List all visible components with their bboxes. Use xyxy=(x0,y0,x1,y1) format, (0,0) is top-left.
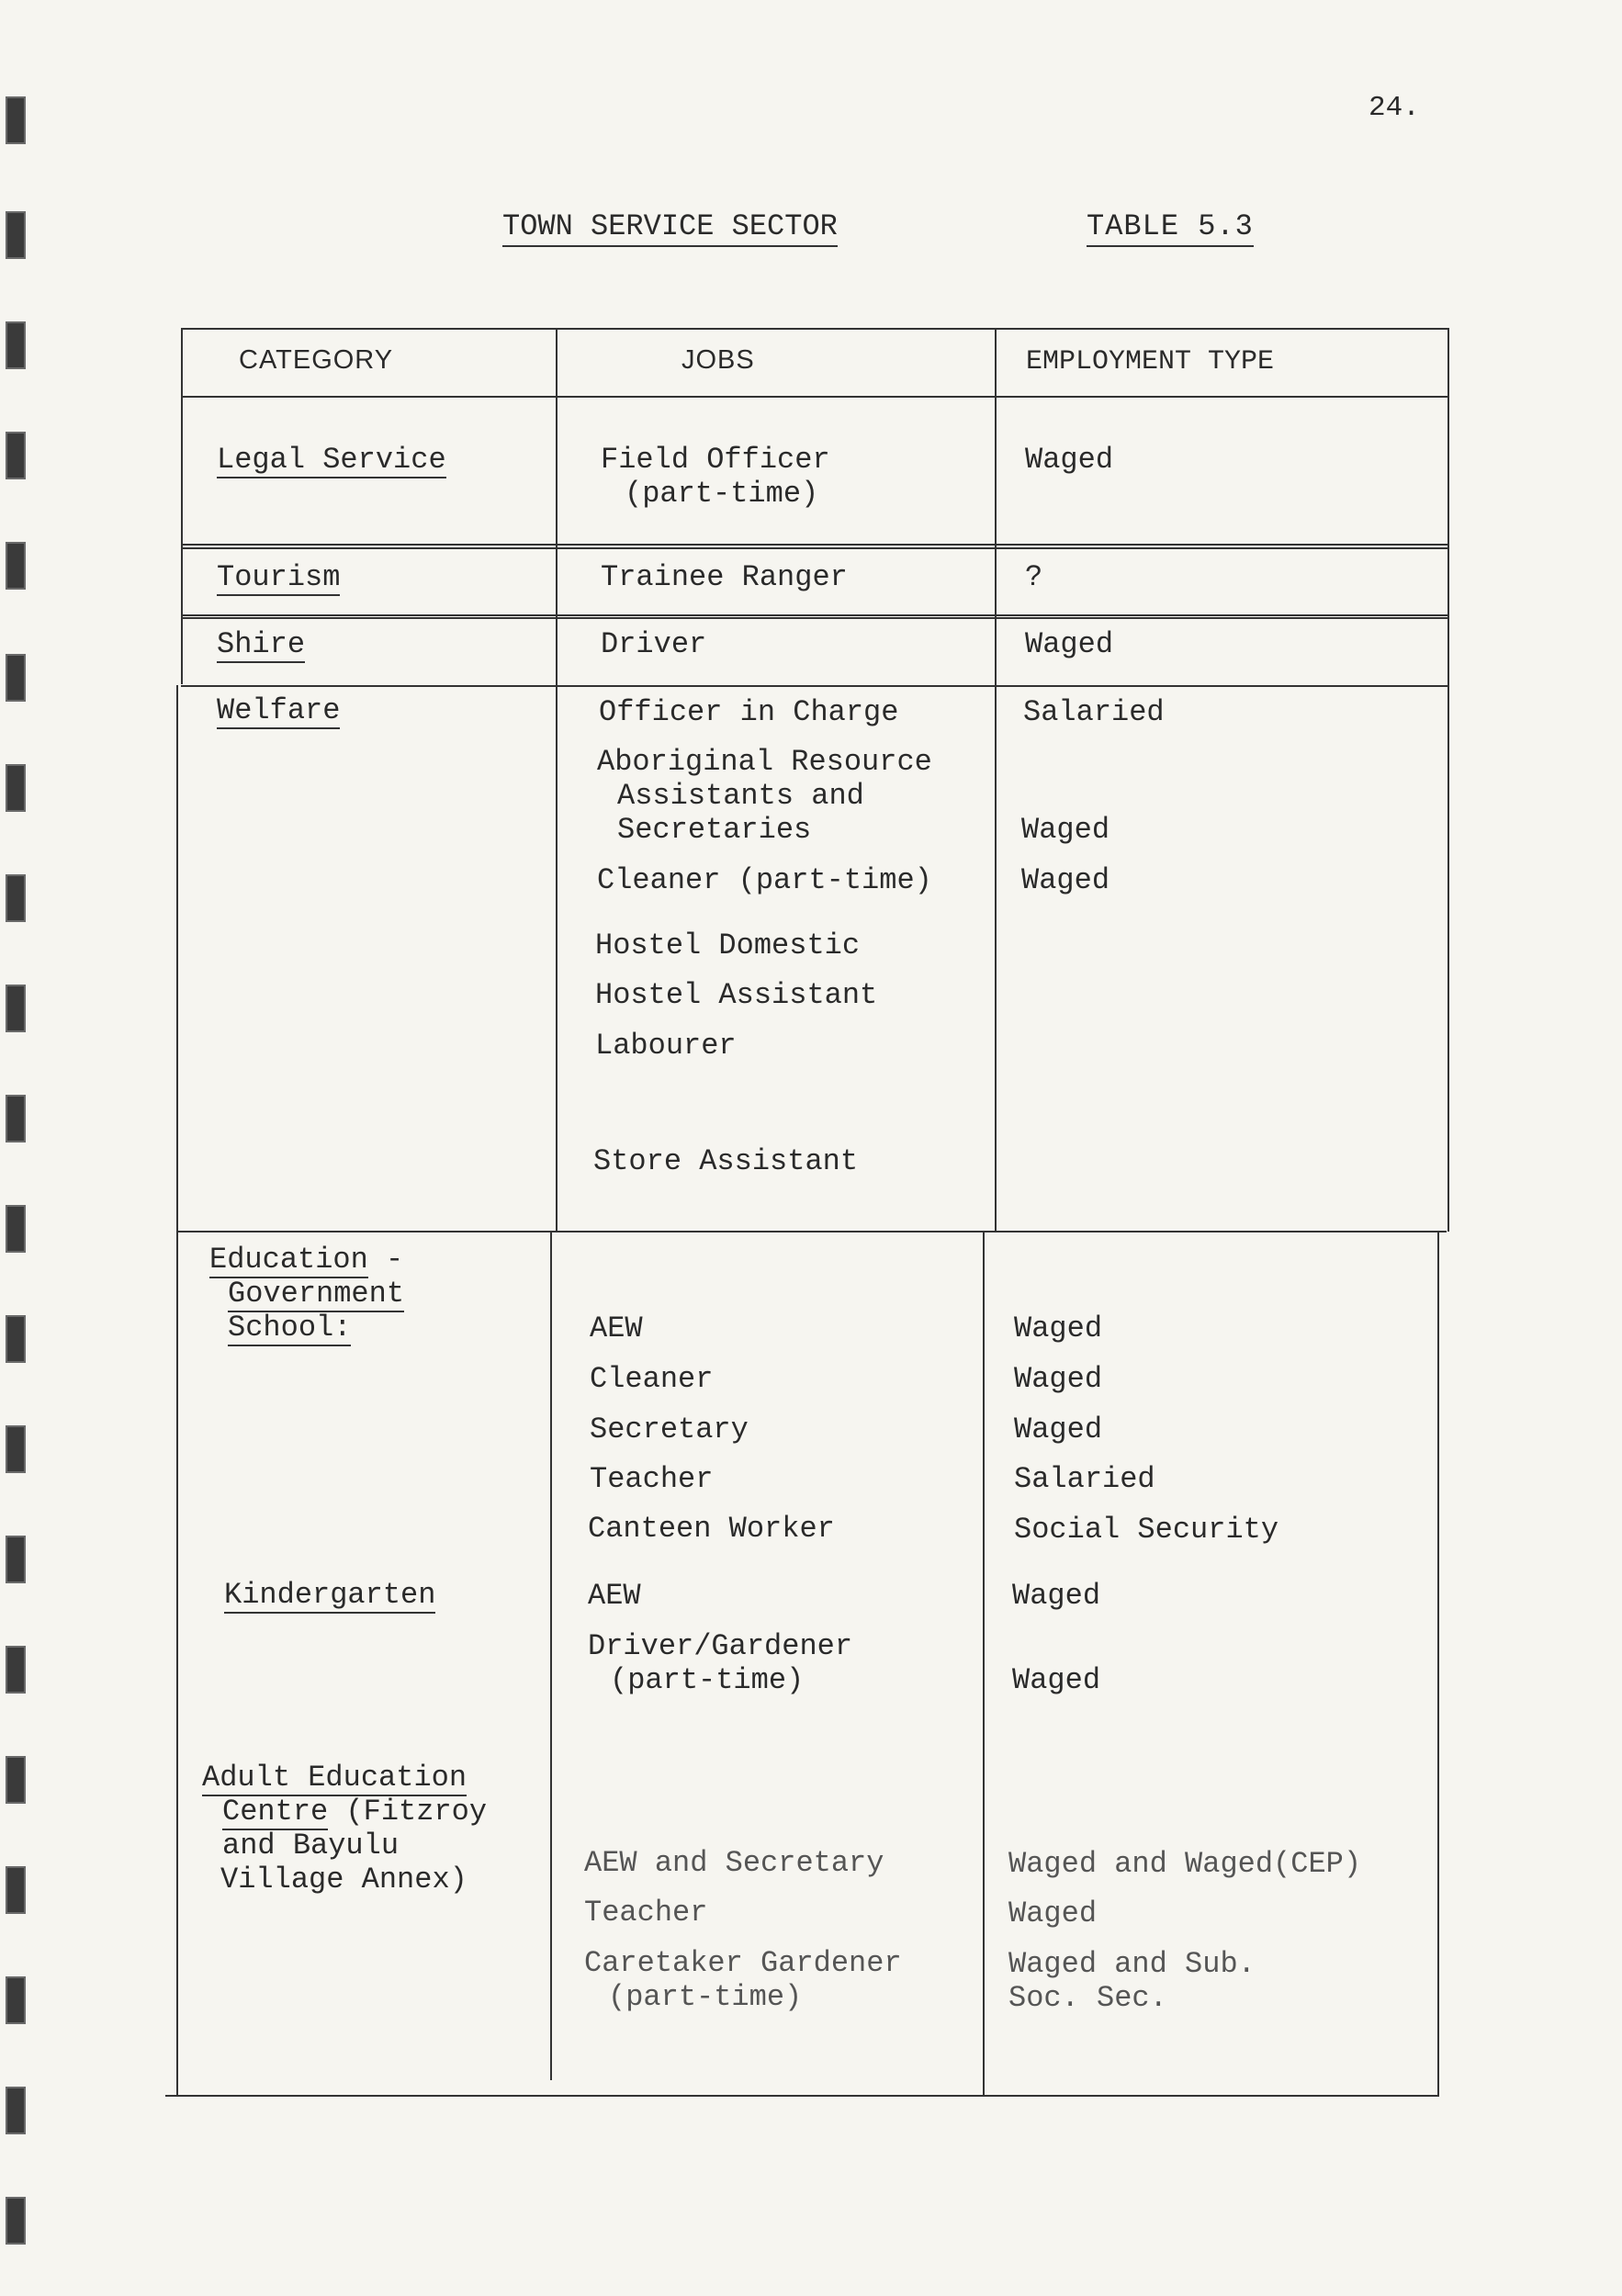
binding-hole xyxy=(6,2197,26,2245)
job-adult-teacher: Teacher xyxy=(584,1896,708,1930)
table-label: TABLE 5.3 xyxy=(1087,209,1254,247)
binding-hole xyxy=(6,1756,26,1804)
row-rule xyxy=(181,617,1448,619)
job-driver-gardener: Driver/Gardener xyxy=(588,1629,853,1663)
category-legal-service: Legal Service xyxy=(217,443,446,477)
category-kindergarten: Kindergarten xyxy=(224,1578,436,1612)
column-divider xyxy=(995,328,997,1232)
binding-hole xyxy=(6,1866,26,1914)
header-jobs: JOBS xyxy=(681,345,755,375)
binding-hole xyxy=(6,1315,26,1363)
job-field-officer-note: (part-time) xyxy=(625,477,819,511)
binding-hole xyxy=(6,1425,26,1473)
header-employment-type: EMPLOYMENT TYPE xyxy=(1026,346,1275,377)
category-adult-education: Adult Education xyxy=(202,1761,467,1795)
job-kindergarten-aew: AEW xyxy=(588,1579,641,1613)
binding-hole xyxy=(6,542,26,590)
job-hostel-assistant: Hostel Assistant xyxy=(595,978,878,1012)
category-education: Education - xyxy=(209,1243,404,1277)
job-canteen-worker: Canteen Worker xyxy=(588,1512,835,1546)
job-teacher: Teacher xyxy=(590,1462,714,1496)
type-kindergarten-aew: Waged xyxy=(1012,1579,1101,1613)
job-driver-gardener-note: (part-time) xyxy=(610,1663,805,1697)
spiral-binding xyxy=(0,0,37,2296)
type-cleaner-part-time: Waged xyxy=(1021,863,1110,897)
column-divider xyxy=(556,328,558,1232)
type-driver: Waged xyxy=(1025,627,1114,661)
job-labourer: Labourer xyxy=(595,1029,737,1063)
type-teacher: Salaried xyxy=(1014,1462,1155,1496)
binding-hole xyxy=(6,1536,26,1583)
binding-hole xyxy=(6,432,26,479)
row-rule xyxy=(181,685,1448,687)
category-welfare: Welfare xyxy=(217,693,341,727)
type-driver-gardener: Waged xyxy=(1012,1663,1101,1697)
row-rule xyxy=(181,614,1448,616)
left-border xyxy=(181,328,183,684)
binding-hole xyxy=(6,211,26,259)
table-bottom-rule xyxy=(165,2095,1439,2097)
binding-hole xyxy=(6,321,26,369)
type-canteen-worker: Social Security xyxy=(1014,1513,1279,1547)
job-aboriginal-resource-cont: Assistants and xyxy=(617,779,864,813)
job-caretaker-gardener: Caretaker Gardener xyxy=(584,1946,902,1980)
job-officer-in-charge: Officer in Charge xyxy=(599,695,899,729)
type-aew-and-secretary: Waged and Waged(CEP) xyxy=(1008,1847,1362,1881)
job-caretaker-gardener-note: (part-time) xyxy=(608,1980,803,2014)
binding-hole xyxy=(6,654,26,702)
job-aew-and-secretary: AEW and Secretary xyxy=(584,1846,884,1880)
page-number: 24. xyxy=(1369,92,1420,124)
category-village-annex: Village Annex) xyxy=(220,1863,467,1896)
category-shire: Shire xyxy=(217,627,306,661)
job-trainee-ranger: Trainee Ranger xyxy=(601,560,848,594)
category-government: Government xyxy=(228,1277,405,1311)
binding-hole xyxy=(6,96,26,144)
job-hostel-domestic: Hostel Domestic xyxy=(595,929,861,962)
binding-hole xyxy=(6,1095,26,1142)
binding-hole xyxy=(6,1205,26,1253)
job-store-assistant: Store Assistant xyxy=(593,1144,859,1178)
header-rule xyxy=(181,396,1448,398)
job-aboriginal-resource: Aboriginal Resource xyxy=(597,745,932,779)
sector-title: TOWN SERVICE SECTOR xyxy=(502,209,838,247)
binding-hole xyxy=(6,985,26,1032)
type-cleaner: Waged xyxy=(1014,1362,1103,1396)
job-field-officer: Field Officer xyxy=(601,443,830,477)
job-aew: AEW xyxy=(590,1311,643,1345)
right-border xyxy=(1437,1231,1439,2095)
binding-hole xyxy=(6,764,26,812)
type-aboriginal-resource: Waged xyxy=(1021,813,1110,847)
job-cleaner-part-time: Cleaner (part-time) xyxy=(597,863,932,897)
job-secretaries: Secretaries xyxy=(617,813,812,847)
category-centre: Centre (Fitzroy xyxy=(222,1795,488,1829)
row-rule xyxy=(181,544,1448,546)
type-field-officer: Waged xyxy=(1025,443,1114,477)
header-category: CATEGORY xyxy=(239,345,394,375)
type-caretaker-gardener: Waged and Sub. xyxy=(1008,1947,1256,1981)
job-cleaner: Cleaner xyxy=(590,1362,714,1396)
binding-hole xyxy=(6,1646,26,1694)
job-secretary: Secretary xyxy=(590,1412,749,1446)
table-top-rule xyxy=(181,328,1448,330)
category-tourism: Tourism xyxy=(217,560,341,594)
category-fitzroy-bayulu: and Bayulu xyxy=(222,1829,400,1863)
column-divider xyxy=(983,1231,985,2095)
type-caretaker-gardener-cont: Soc. Sec. xyxy=(1008,1981,1167,2015)
type-officer-in-charge: Salaried xyxy=(1023,695,1165,729)
type-adult-teacher: Waged xyxy=(1008,1896,1098,1930)
right-border xyxy=(1447,328,1449,1232)
column-divider xyxy=(550,1231,552,2080)
type-secretary: Waged xyxy=(1014,1412,1103,1446)
type-aew: Waged xyxy=(1014,1311,1103,1345)
type-trainee-ranger: ? xyxy=(1025,560,1043,594)
binding-hole xyxy=(6,2087,26,2134)
left-border xyxy=(176,685,178,2095)
category-school: School: xyxy=(228,1311,352,1345)
binding-hole xyxy=(6,874,26,922)
binding-hole xyxy=(6,1976,26,2024)
job-driver: Driver xyxy=(601,627,707,661)
row-rule xyxy=(176,1231,1447,1232)
row-rule xyxy=(181,547,1448,549)
